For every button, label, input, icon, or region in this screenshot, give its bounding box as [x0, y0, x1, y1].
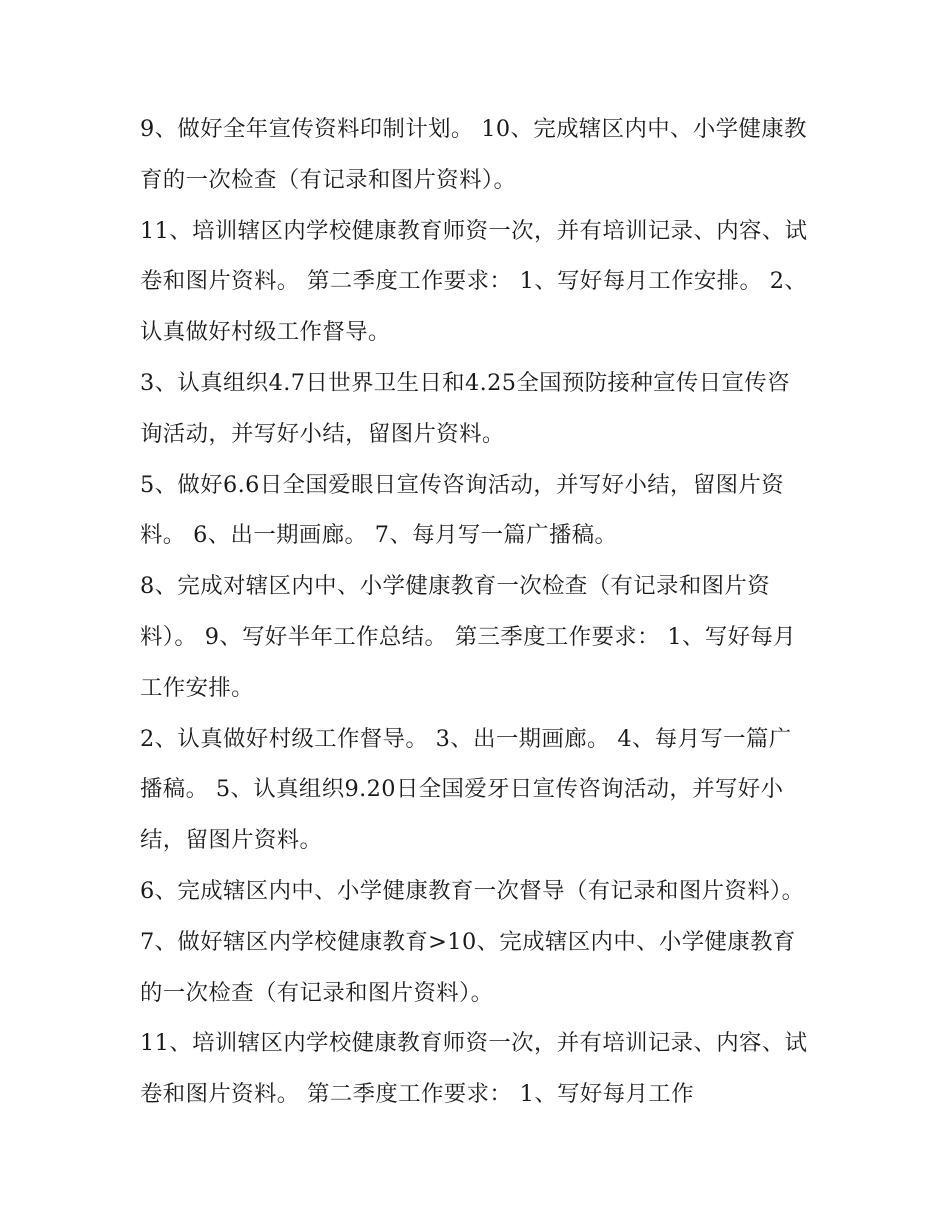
paragraph: 9、做好全年宣传资料印制计划。 10、完成辖区内中、小学健康教育的一次检查（有记录和图片资料）。 [140, 116, 807, 193]
paragraph: 11、培训辖区内学校健康教育师资一次，并有培训记录、内容、试卷和图片资料。 第二季度工作要求： 1、写好每月工作 [140, 1030, 808, 1108]
paragraph: 2、认真做好村级工作督导。 3、出一期画廊。 4、每月写一篇广播稿。 5、认真组织9.20日全国爱牙日宣传咨询活动，并写好小结，留图片资料。 [140, 725, 792, 854]
paragraph: 11、培训辖区内学校健康教育师资一次，并有培训记录、内容、试卷和图片资料。 第二季度工作要求： 1、写好每月工作安排。 2、认真做好村级工作督导。 [140, 217, 808, 346]
paragraph: 8、完成对辖区内中、小学健康教育一次检查（有记录和图片资料）。 9、写好半年工作总结。 第三季度工作要求： 1、写好每月工作安排。 [140, 573, 796, 701]
paragraph: 3、认真组织4.7日世界卫生日和4.25全国预防接种宣传日宣传咨询活动，并写好小结，留图片资料。 [140, 369, 790, 447]
document-body [140, 104, 812, 1120]
paragraph: 6、完成辖区内中、小学健康教育一次督导（有记录和图片资料）。 7、做好辖区内学校健康教育>10、完成辖区内中、小学健康教育的一次检查（有记录和图片资料）。 [140, 877, 805, 1006]
paragraph: 5、做好6.6日全国爱眼日宣传咨询活动，并写好小结，留图片资料。 6、出一期画廊。 7、每月写一篇广播稿。 [140, 471, 785, 549]
